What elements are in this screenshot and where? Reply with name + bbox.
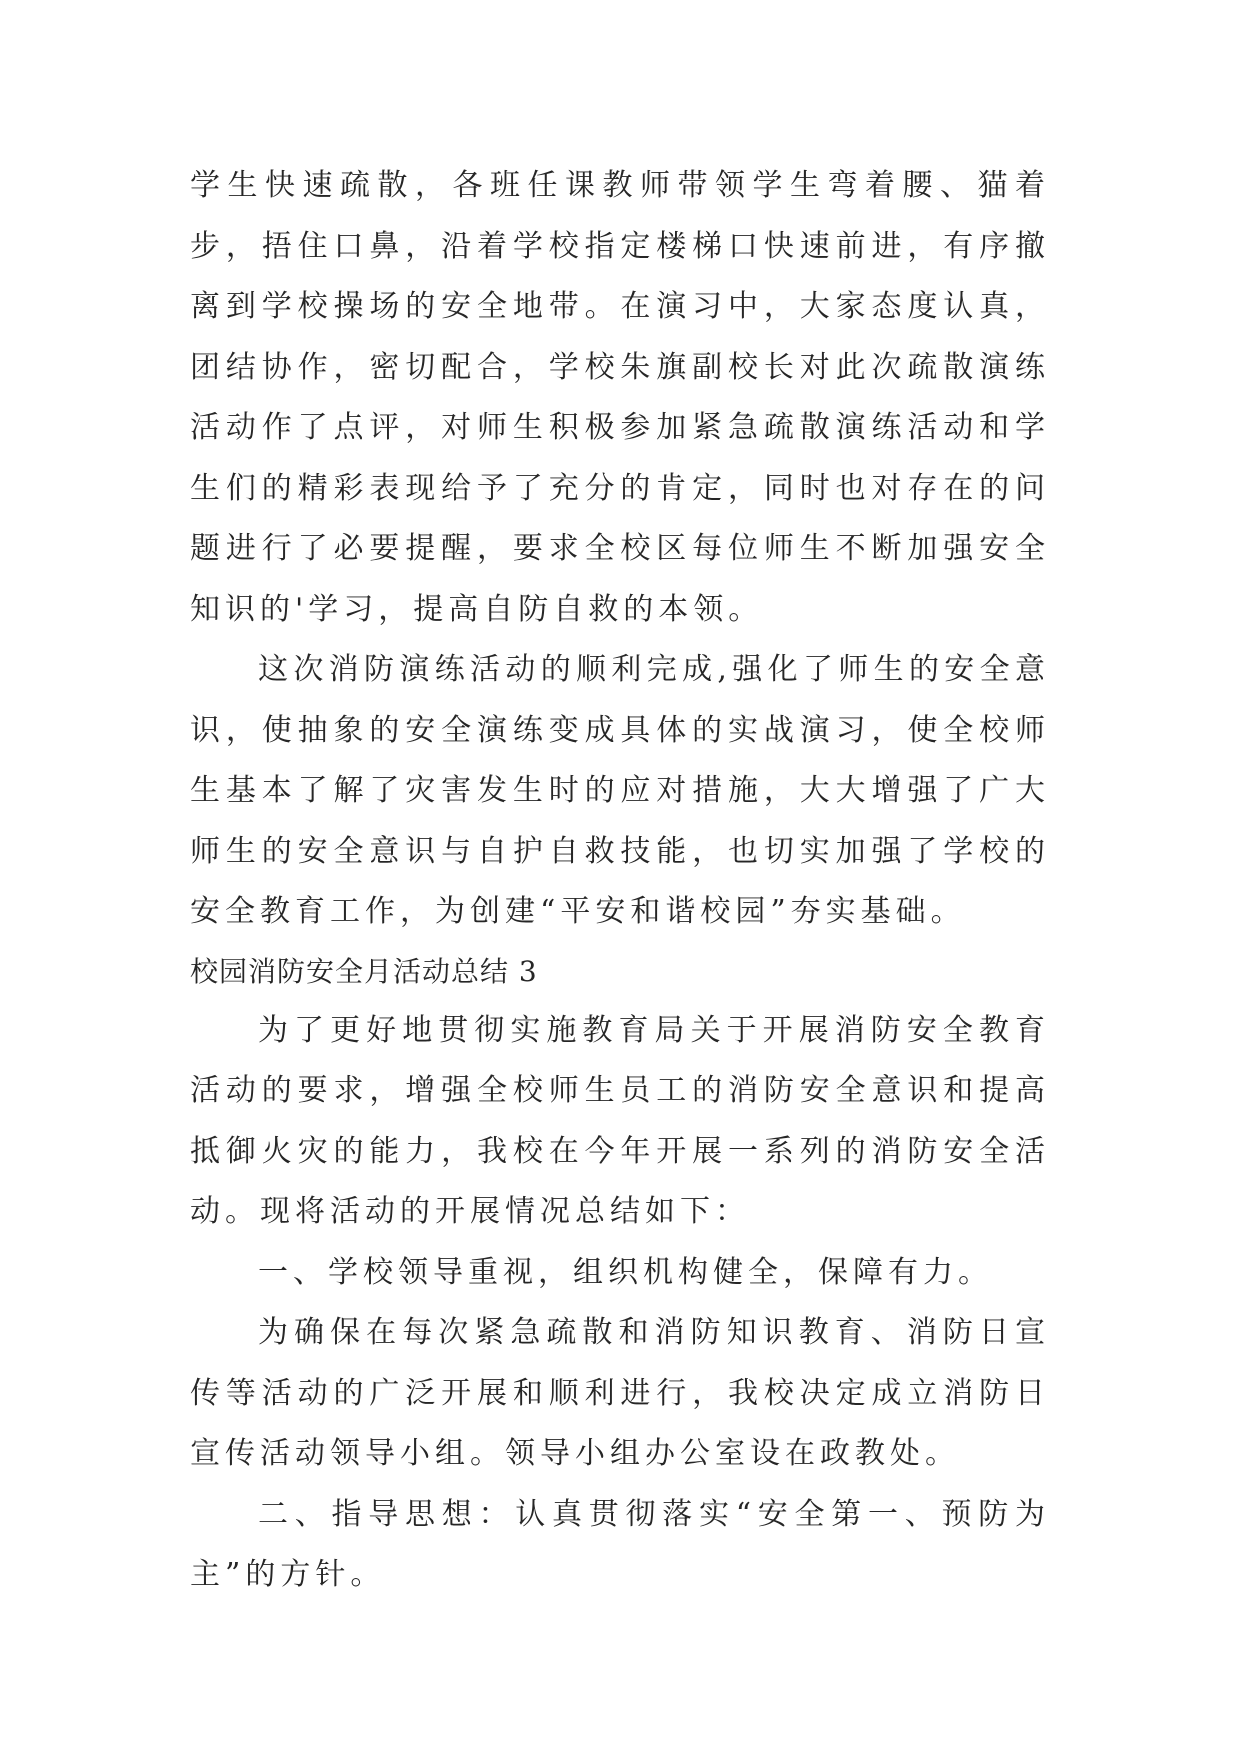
document-body: [190, 156, 1050, 1606]
paragraph-point-one: 一、学校领导重视，组织机构健全，保障有力。: [258, 1254, 993, 1290]
section-heading: 校园消防安全月活动总结 3: [190, 954, 538, 988]
paragraph-leadership-group: 为确保在每次紧急疏散和消防知识教育、消防日宣传等活动的广泛开展和顺利进行，我校决定成立消防日宣传活动领导小组。领导小组办公室设在政教处。: [190, 1315, 1050, 1471]
paragraph-continuation: 学生快速疏散，各班任课教师带领学生弯着腰、猫着步，捂住口鼻，沿着学校指定楼梯口快速前进，有序撤离到学校操场的安全地带。在演习中，大家态度认真，团结协作，密切配合，学校朱旗副校长对此次疏散演练活动作了点评，对师生积极参加紧急疏散演练活动和学生们的精彩表现给予了充分的肯定，同时也对存在的问题进行了必要提醒，要求全校区每位师生不断加强安全知识的'学习，提高自防自救的本领。: [190, 168, 1050, 627]
paragraph-intro: 为了更好地贯彻实施教育局关于开展消防安全教育活动的要求，增强全校师生员工的消防安全意识和提高抵御火灾的能力，我校在今年开展一系列的消防安全活动。现将活动的开展情况总结如下：: [190, 1012, 1050, 1229]
paragraph-drill-summary: 这次消防演练活动的顺利完成,强化了师生的安全意识，使抽象的安全演练变成具体的实战演习，使全校师生基本了解了灾害发生时的应对措施，大大增强了广大师生的安全意识与自护自救技能，也切实加强了学校的安全教育工作，为创建“平安和谐校园”夯实基础。: [190, 652, 1050, 929]
paragraph-point-two: 二、指导思想：认真贯彻落实“安全第一、预防为主”的方针。: [190, 1496, 1050, 1592]
